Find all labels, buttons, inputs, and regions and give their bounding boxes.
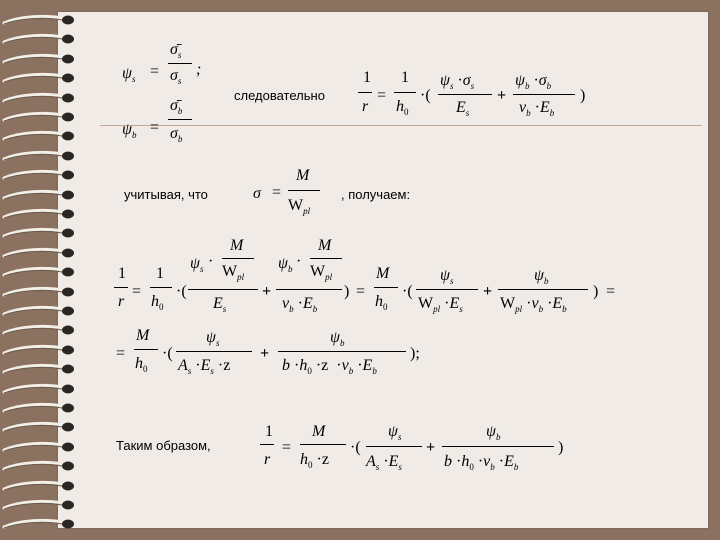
spiral-ring [0,53,80,67]
text-poluchaem: , получаем: [341,187,411,202]
spiral-ring [0,33,80,47]
spiral-ring [0,130,80,144]
spiral-ring [0,266,80,280]
spiral-ring [0,286,80,300]
spiral-ring [0,421,80,435]
spiral-ring [0,402,80,416]
spiral-ring [0,480,80,494]
spiral-ring [0,111,80,125]
spiral-ring [0,441,80,455]
spiral-ring [0,363,80,377]
spiral-ring [0,150,80,164]
spiral-ring [0,208,80,222]
spiral-ring [0,324,80,338]
spiral-ring [0,169,80,183]
spiral-ring [0,305,80,319]
spiral-ring [0,383,80,397]
text-takim-obrazom: Таким образом, [116,438,211,453]
spiral-ring [0,247,80,261]
text-sledovatelno: следовательно [234,88,325,103]
slide: $\psi_s$ = $\sigmā_s$ $\sigma_s$ ; $\psi_b$ = $\sigmā_b$ $\sigma_b$ следовательно 1 r = 1 $h_0$ ·( $\psi_s \cdot\sigma_s$ $E_s$ + $\psi_b \cdot\sigma_b$ $\nu_b \cdot E_b$ ) учитывая, что σ = M $W_{pl}$ , получаем: 1 r = 1 $h_0$ ·( $\psi_s$ · M $W_{pl}$ $E_s$ + $\psi_b$ · M $W_{pl}$ $\nu_b \cdot E_b$ ) = M $h_0$ ·( $\psi_s$ $W_{pl} \cdot E_s$ + $\psi_b$ $W_{pl} \cdot\nu_b \cdot E_b$ ) = = M $h_0$ ·( $\psi_s$ $A_s \cdot E_s \cdot z$ + $\psi_b$ $b \cdot h_0 \cdot z \cdot\nu_b \cdot E_b$ ); Таким образом, 1 r = M $h_0 \cdot z$ ·( $\psi_s$ $A_s \cdot E_s$ + $\psi_b$ $b \cdot h_0 \cdot\nu_b \cdot E_b$ ) [0,0,720,540]
text-uchityvaya: учитывая, что [124,187,208,202]
spiral-ring [0,344,80,358]
spiral-ring [0,14,80,28]
spiral-ring [0,189,80,203]
spiral-ring [0,499,80,513]
spiral-ring [0,92,80,106]
spiral-ring [0,72,80,86]
spiral-ring [0,460,80,474]
spiral-ring [0,227,80,241]
spiral-binding [0,0,80,540]
separator-line [100,125,702,126]
spiral-ring [0,518,80,532]
